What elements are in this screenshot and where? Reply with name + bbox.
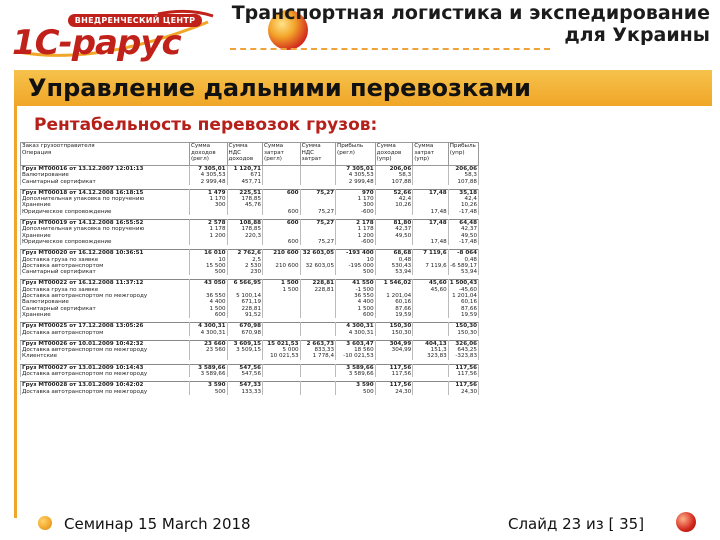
value-cell: 19,59	[448, 312, 478, 318]
value-cell: 457,71	[227, 179, 262, 185]
column-header: Сумма затрат (упр)	[413, 143, 448, 166]
value-cell: 41 550	[336, 280, 376, 287]
table-row	[21, 269, 479, 275]
table-row	[21, 389, 479, 395]
value-cell: 600	[263, 220, 301, 227]
value-cell: -8 064	[448, 250, 478, 257]
value-cell: 7 305,01	[336, 166, 376, 173]
value-cell: 671,19	[227, 299, 262, 305]
value-cell: 323,83	[413, 353, 448, 359]
value-cell: 3 509,15	[227, 347, 262, 353]
value-cell: 7 119,6	[413, 263, 448, 269]
title-line-1: Транспортная логистика и экспедирование	[231, 2, 710, 24]
value-cell: 36 550	[190, 293, 228, 299]
value-cell: 547,56	[227, 371, 262, 377]
value-cell: 107,88	[448, 179, 478, 185]
row-label-cell: Юридическое сопровождение	[21, 239, 190, 245]
column-header: Сумма доходов (упр)	[375, 143, 413, 166]
value-cell: 2 530	[227, 263, 262, 269]
value-cell: 1 201,04	[375, 293, 413, 299]
value-cell: 117,56	[448, 364, 478, 371]
value-cell: 23 560	[190, 347, 228, 353]
value-cell: 500	[336, 389, 376, 395]
value-cell: 3 589,66	[336, 371, 376, 377]
value-cell: 107,88	[375, 179, 413, 185]
row-label-cell: Санитарный сертификат	[21, 306, 190, 312]
row-label-cell: Доставка автотранспортом	[21, 330, 190, 336]
value-cell: -6 589,17	[450, 262, 477, 269]
value-cell: 19,59	[375, 312, 413, 318]
value-cell: 32 603,05	[300, 250, 335, 257]
seminar-date: Семинар 15 March 2018	[64, 515, 251, 533]
value-cell: 600	[263, 189, 301, 196]
row-label-cell: Доставка автотранспортом по межгороду	[21, 371, 190, 377]
value-cell: -45,60	[448, 287, 478, 293]
value-cell: 1 500,43	[449, 280, 478, 287]
table-row	[21, 306, 479, 312]
group-row	[21, 364, 479, 371]
value-cell: -193 400	[336, 250, 376, 257]
value-cell: 225,51	[227, 189, 262, 196]
value-cell: 304,99	[375, 347, 413, 353]
logo-text: 1С-рарус	[12, 23, 181, 63]
row-label-cell: Доставка автотранспортом по межгороду	[21, 389, 190, 395]
value-cell: 228,81	[227, 306, 262, 312]
group-row	[21, 340, 479, 347]
value-cell: 530,43	[375, 263, 413, 269]
value-cell: 117,56	[375, 371, 413, 377]
table-row	[21, 330, 479, 336]
value-cell: 2 178	[336, 220, 376, 227]
group-row	[21, 323, 479, 330]
value-cell: 4 300,31	[190, 323, 228, 330]
value-cell: 671	[227, 172, 262, 178]
value-cell: 150,30	[375, 330, 413, 336]
value-cell: 150,30	[448, 330, 478, 336]
value-cell: 1 170	[190, 196, 228, 202]
row-label-cell: Груз МТ00027 от 13.01.2009 10:14:43	[21, 364, 190, 371]
value-cell: 17,48	[413, 220, 448, 227]
value-cell: 150,30	[448, 323, 478, 330]
value-cell: 117,56	[375, 382, 413, 389]
value-cell: 117,56	[375, 364, 413, 371]
column-header: Сумма затрат (регл)	[263, 143, 301, 166]
row-label-cell: Груз МТ00028 от 13.01.2009 10:42:02	[21, 382, 190, 389]
value-cell	[263, 323, 301, 330]
value-cell: 326,06	[448, 340, 478, 347]
value-cell: 5 100,14	[227, 293, 262, 299]
value-cell: 117,56	[448, 371, 478, 377]
value-cell: 91,52	[227, 312, 262, 318]
value-cell: 3 589,66	[190, 371, 228, 377]
value-cell: 1 546,02	[375, 280, 413, 287]
row-label-cell: Хранение	[21, 202, 190, 208]
row-label-cell: Доставка автотранспортом по межгороду	[21, 347, 190, 353]
row-label-cell: Груз МТ00016 от 13.12.2007 12:01:13	[21, 166, 190, 173]
logo-badge: ВНЕДРЕНЧЕСКИЙ ЦЕНТР	[68, 14, 202, 27]
row-label-cell: Доставка автотранспортом	[21, 263, 190, 269]
value-cell: 15 021,53	[263, 340, 301, 347]
title-line-2: для Украины	[564, 24, 710, 46]
row-label-cell: Дополнительная упаковка по поручению	[21, 226, 190, 232]
value-cell: 24,30	[448, 389, 478, 395]
table-row	[21, 179, 479, 185]
value-cell: 4 400	[336, 299, 376, 305]
value-cell: 35,18	[448, 189, 478, 196]
value-cell: 500	[336, 269, 376, 275]
value-cell: 23 660	[190, 340, 228, 347]
value-cell: 1 500	[190, 306, 228, 312]
value-cell: 43 050	[190, 280, 228, 287]
row-label-cell: Груз МТ00020 от 16.12.2008 10:36:51	[21, 250, 190, 257]
slide-title: Управление дальними перевозками	[28, 74, 531, 102]
value-cell: 3 590	[336, 382, 376, 389]
group-row	[21, 189, 479, 196]
value-cell: 10	[336, 257, 376, 263]
value-cell: 7 119,6	[413, 250, 448, 257]
value-cell: 1 201,04	[448, 293, 478, 299]
table-row	[21, 347, 479, 353]
value-cell: 2 999,48	[336, 179, 376, 185]
value-cell: 36 550	[336, 293, 376, 299]
value-cell: 49,50	[375, 233, 413, 239]
row-label-cell: Груз МТ00019 от 14.12.2008 16:55:52	[21, 220, 190, 227]
value-cell: 206,06	[375, 166, 413, 173]
value-cell: 42,37	[448, 226, 478, 232]
value-cell: 117,56	[448, 382, 478, 389]
row-label-cell: Валютирование	[21, 172, 190, 178]
value-cell: 32 603,05	[300, 263, 335, 269]
value-cell: 75,27	[300, 220, 335, 227]
value-cell: 210 600	[263, 250, 301, 257]
row-label-cell: Валютирование	[21, 299, 190, 305]
value-cell: 1 178	[336, 226, 376, 232]
value-cell: 1 200	[190, 233, 228, 239]
value-cell: 45,76	[227, 202, 262, 208]
value-cell: 206,06	[448, 166, 478, 173]
value-cell: 1 500	[263, 287, 301, 293]
value-cell: 2 999,48	[190, 179, 228, 185]
value-cell: 1 479	[190, 189, 228, 196]
value-cell: 60,16	[375, 299, 413, 305]
value-cell: -17,48	[448, 209, 478, 215]
value-cell: 6 566,95	[227, 280, 262, 287]
value-cell	[300, 389, 335, 395]
value-cell: 53,94	[375, 269, 413, 275]
value-cell: 500	[190, 389, 228, 395]
value-cell: 4 305,53	[190, 172, 228, 178]
value-cell: 16 010	[190, 250, 228, 257]
value-cell: 52,66	[375, 189, 413, 196]
value-cell: 58,3	[448, 172, 478, 178]
value-cell	[413, 389, 448, 395]
row-label-cell: Клиентские	[21, 353, 190, 359]
presentation-title	[150, 2, 710, 46]
slide-counter: Слайд 23 из [ 35]	[508, 515, 645, 533]
value-cell: 178,85	[227, 196, 262, 202]
row-label-cell: Санитарный сертификат	[21, 179, 190, 185]
value-cell	[413, 364, 448, 371]
value-cell: 4 305,53	[336, 172, 376, 178]
value-cell: 75,27	[300, 189, 335, 196]
value-cell	[300, 364, 335, 371]
value-cell: 547,33	[227, 382, 262, 389]
value-cell: 4 400	[190, 299, 228, 305]
row-label-cell: Доставка груза по заявке	[21, 287, 190, 293]
value-cell	[413, 323, 448, 330]
value-cell: 60,16	[448, 299, 478, 305]
bullet-icon	[38, 516, 52, 530]
header	[0, 0, 720, 66]
row-label-cell: Хранение	[21, 233, 190, 239]
value-cell: -600	[336, 209, 376, 215]
value-cell: 404,13	[413, 340, 448, 347]
value-cell: 10	[190, 257, 228, 263]
value-cell	[300, 382, 335, 389]
value-cell: 45,60	[413, 287, 448, 293]
value-cell: 600	[190, 312, 228, 318]
value-cell: 970	[336, 189, 376, 196]
value-cell: 5 000	[263, 347, 301, 353]
value-cell: 670,98	[227, 323, 262, 330]
value-cell: 833,33	[300, 347, 335, 353]
value-cell: 300	[190, 202, 228, 208]
group-row	[21, 382, 479, 389]
column-header: Сумма НДС доходов	[227, 143, 262, 166]
value-cell: 4 300,31	[336, 323, 376, 330]
profitability-table	[20, 142, 479, 492]
value-cell: -600	[336, 239, 376, 245]
value-cell: 643,25	[448, 347, 478, 353]
row-label-cell: Груз МТ00025 от 17.12.2008 13:05:26	[21, 323, 190, 330]
value-cell: 42,37	[375, 226, 413, 232]
value-cell: 10,26	[448, 202, 478, 208]
value-cell: 210 600	[263, 263, 301, 269]
value-cell: -195 000	[336, 263, 376, 269]
value-cell: 3 609,15	[227, 340, 262, 347]
value-cell: 18 560	[336, 347, 376, 353]
value-cell: 58,3	[375, 172, 413, 178]
value-cell	[263, 166, 301, 173]
slide-title-bar	[14, 70, 712, 106]
value-cell: 500	[190, 269, 228, 275]
value-cell: 600	[263, 209, 301, 215]
value-cell: 2 578	[190, 220, 228, 227]
slide-subtitle: Рентабельность перевозок грузов:	[34, 115, 378, 135]
value-cell: 1 120,71	[227, 166, 262, 173]
group-row	[21, 220, 479, 227]
value-cell: 7 305,01	[190, 166, 228, 173]
value-cell: 87,66	[448, 306, 478, 312]
value-cell: 75,27	[300, 209, 335, 215]
value-cell: 24,30	[375, 389, 413, 395]
row-label-cell: Груз МТ00022 от 16.12.2008 11:37:12	[21, 280, 190, 287]
value-cell: 81,80	[375, 220, 413, 227]
value-cell: 600	[263, 239, 301, 245]
table-row	[21, 371, 479, 377]
value-cell: 4 300,31	[190, 330, 228, 336]
value-cell: 151,3	[413, 347, 448, 353]
value-cell: 220,3	[227, 233, 262, 239]
value-cell: 230	[227, 269, 262, 275]
value-cell: -17,48	[448, 239, 478, 245]
value-cell: 42,4	[375, 196, 413, 202]
value-cell: 68,68	[375, 250, 413, 257]
value-cell: 3 589,66	[190, 364, 228, 371]
left-rule	[14, 106, 17, 518]
value-cell: 1 178	[190, 226, 228, 232]
value-cell	[263, 389, 301, 395]
value-cell: 3 590	[190, 382, 228, 389]
value-cell: 4 300,31	[336, 330, 376, 336]
column-header: Заказ грузоотправителя Операция	[21, 143, 190, 166]
value-cell: 1 170	[336, 196, 376, 202]
value-cell: 133,33	[227, 389, 262, 395]
value-cell: 10,26	[375, 202, 413, 208]
row-label-cell: Доставка автотранспортом по межгороду	[21, 293, 190, 299]
value-cell: 1 500	[336, 306, 376, 312]
value-cell: 10 021,53	[263, 353, 301, 359]
sphere-icon	[676, 512, 696, 532]
value-cell: 3 589,66	[336, 364, 376, 371]
row-label-cell: Груз МТ00018 от 14.12.2008 16:18:15	[21, 189, 190, 196]
table-row	[21, 226, 479, 232]
row-label-cell: Хранение	[21, 312, 190, 318]
value-cell: 2,5	[227, 257, 262, 263]
row-label-cell: Санитарный сертификат	[21, 269, 190, 275]
value-cell: -323,83	[448, 353, 478, 359]
value-cell: 228,81	[300, 287, 335, 293]
value-cell: 300	[336, 202, 376, 208]
value-cell: 64,48	[448, 220, 478, 227]
value-cell: 49,50	[448, 233, 478, 239]
row-label-cell: Груз МТ00026 от 10.01.2009 10:42:32	[21, 340, 190, 347]
value-cell: 1 778,4	[300, 353, 335, 359]
value-cell: 108,88	[227, 220, 262, 227]
value-cell	[300, 166, 335, 173]
value-cell: 600	[336, 312, 376, 318]
value-cell: 178,85	[227, 226, 262, 232]
value-cell: 17,48	[413, 239, 448, 245]
value-cell: 2 663,73	[300, 340, 335, 347]
value-cell	[413, 166, 448, 173]
value-cell: 547,56	[227, 364, 262, 371]
value-cell: 3 603,47	[336, 340, 376, 347]
value-cell: -1 500	[336, 287, 376, 293]
value-cell: 0,48	[448, 257, 478, 263]
value-cell: 1 500	[263, 280, 301, 287]
value-cell: 304,99	[375, 340, 413, 347]
column-header: Сумма доходов (регл)	[190, 143, 228, 166]
value-cell	[300, 323, 335, 330]
group-row	[21, 280, 479, 287]
value-cell: 75,27	[300, 239, 335, 245]
value-cell	[263, 364, 301, 371]
value-cell: 150,30	[375, 323, 413, 330]
row-label-cell: Юридическое сопровождение	[21, 209, 190, 215]
value-cell: 45,60	[413, 280, 448, 287]
column-header: Прибыль (регл)	[336, 143, 376, 166]
group-row	[21, 166, 479, 173]
value-cell: 670,98	[227, 330, 262, 336]
value-cell: 17,48	[413, 209, 448, 215]
row-label-cell: Доставка груза по заявке	[21, 257, 190, 263]
value-cell: 42,4	[448, 196, 478, 202]
value-cell: 228,81	[300, 280, 335, 287]
column-header: Сумма НДС затрат	[300, 143, 335, 166]
value-cell	[263, 382, 301, 389]
value-cell: 17,48	[413, 189, 448, 196]
value-cell: 0,48	[375, 257, 413, 263]
value-cell	[413, 382, 448, 389]
value-cell: -10 021,53	[336, 353, 376, 359]
value-cell: 2 762,6	[227, 250, 262, 257]
column-header: Прибыль (упр)	[448, 143, 478, 166]
dashed-divider	[230, 48, 550, 50]
value-cell: 1 200	[336, 233, 376, 239]
value-cell: 53,94	[448, 269, 478, 275]
group-row	[21, 250, 479, 257]
row-label-cell: Дополнительная упаковка по поручению	[21, 196, 190, 202]
value-cell: 15 500	[190, 263, 228, 269]
table-header-row	[21, 143, 479, 166]
value-cell: 87,66	[375, 306, 413, 312]
